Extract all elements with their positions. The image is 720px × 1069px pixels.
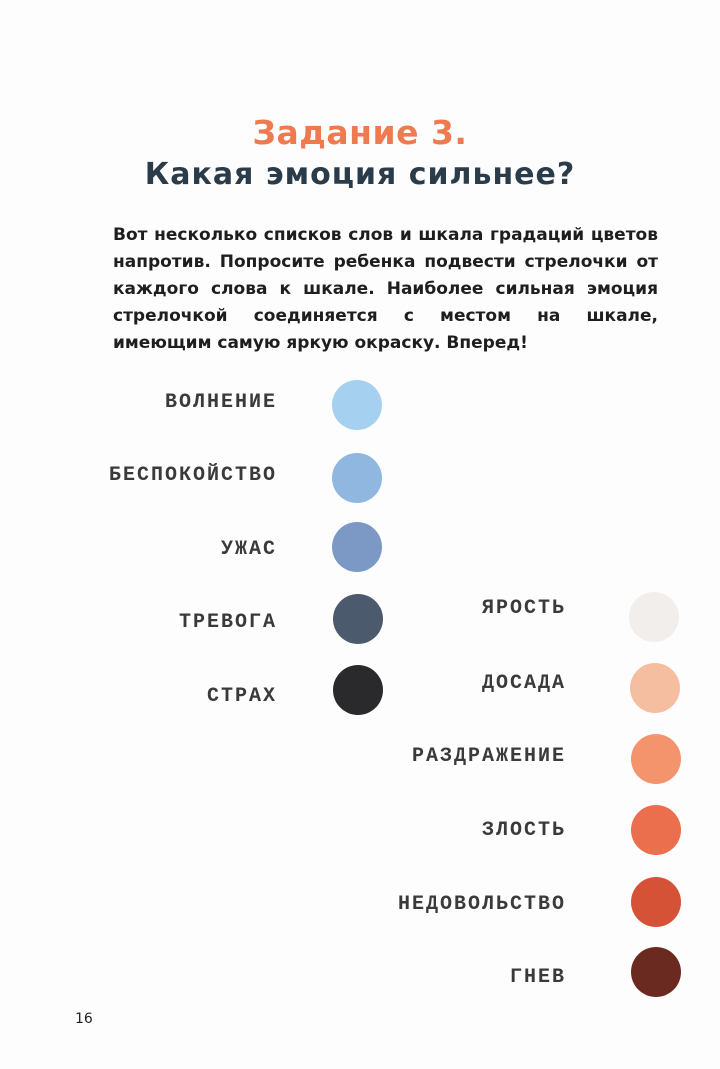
word-strakh: СТРАХ — [206, 685, 277, 708]
word-bespokoystvo: БЕСПОКОЙСТВО — [108, 464, 277, 487]
right-scale-dot[interactable] — [631, 734, 681, 784]
task-subtitle: Какая эмоция сильнее? — [144, 157, 576, 192]
word-dosada: ДОСАДА — [481, 672, 566, 695]
word-volnenie: ВОЛНЕНИЕ — [164, 391, 277, 414]
right-scale-dot[interactable] — [631, 947, 681, 997]
right-scale-dot[interactable] — [631, 805, 681, 855]
left-scale-dot[interactable] — [332, 380, 382, 430]
word-yarost: ЯРОСТЬ — [481, 597, 566, 620]
word-trevoga: ТРЕВОГА — [178, 611, 277, 634]
word-zlost: ЗЛОСТЬ — [481, 819, 566, 842]
task-instructions: Вот несколько списков слов и шкала градаций цветов напротив. Попросите ребенка подвести стрелочки от каждого слова к шкале. Наиболее сильная эмоция стрелочкой соединяется с местом на шкале, имеющим самую яркую окраску. Вперед! — [113, 225, 658, 353]
word-nedovolstvo: НЕДОВОЛЬСТВО — [397, 893, 566, 916]
left-scale-dot[interactable] — [333, 665, 383, 715]
left-scale-dot[interactable] — [333, 594, 383, 644]
word-razdrazhenie: РАЗДРАЖЕНИЕ — [411, 745, 566, 768]
word-gnev: ГНЕВ — [509, 966, 566, 989]
page-number: 16 — [75, 1011, 93, 1027]
right-scale-dot[interactable] — [629, 592, 679, 642]
right-scale-dot[interactable] — [631, 877, 681, 927]
left-scale-dot[interactable] — [332, 453, 382, 503]
right-scale-dot[interactable] — [630, 663, 680, 713]
task-title: Задание 3. — [252, 113, 468, 152]
word-uzhas: УЖАС — [220, 538, 277, 561]
left-scale-dot[interactable] — [332, 522, 382, 572]
